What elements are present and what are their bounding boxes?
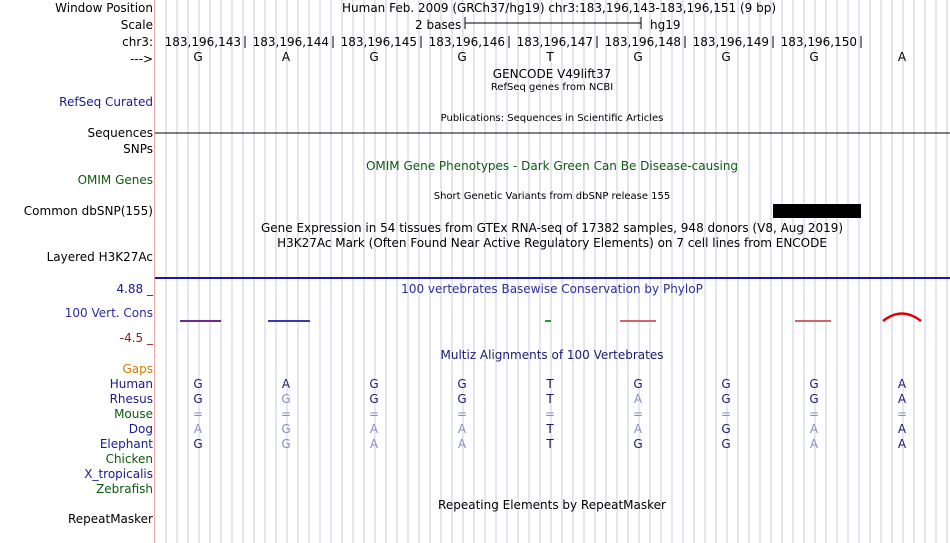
alignment-base: T [546,377,554,391]
alignment-base: A [633,422,643,436]
alignment-base: G [457,377,467,391]
species-label-human[interactable]: Human [109,377,153,391]
alignment-base: G [193,392,203,406]
alignment-base: A [457,437,467,451]
ruler-coordinate: 183,196,150 [780,35,857,49]
alignment-base: A [897,377,907,391]
alignment-base: = [192,407,204,421]
alignment-base: G [281,422,291,436]
reference-base: G [457,50,467,64]
alignment-base: A [809,422,819,436]
label-divider [154,0,155,543]
alignment-base: = [456,407,468,421]
refseq-track-title[interactable]: RefSeq genes from NCBI [490,82,614,93]
alignment-base: A [193,422,203,436]
reference-base: G [369,50,379,64]
window-position-label: Window Position [55,1,153,15]
alignment-base: A [369,422,379,436]
track-label-gaps[interactable]: Gaps [122,362,153,376]
alignment-base: A [369,437,379,451]
alignment-base: = [544,407,556,421]
alignment-base: G [369,392,379,406]
alignment-base: G [721,392,731,406]
alignment-base: A [897,422,907,436]
species-label-chicken[interactable]: Chicken [105,452,153,466]
ruler-coordinate: 183,196,144 [252,35,329,49]
alignment-base: = [632,407,644,421]
track-label-phylop[interactable]: 100 Vert. Cons [64,306,153,320]
species-label-elephant[interactable]: Elephant [99,437,153,451]
phylop-track-title[interactable]: 100 vertebrates Basewise Conservation by PhyloP [401,282,703,296]
alignment-base: = [280,407,292,421]
reference-base: T [546,50,554,64]
reference-base: G [193,50,203,64]
ruler-coordinate: 183,196,147 [516,35,593,49]
alignment-base: G [809,377,819,391]
species-label-dog[interactable]: Dog [128,422,153,436]
window-position-value: Human Feb. 2009 (GRCh37/hg19) chr3:183,196,143-183,196,151 (9 bp) [342,1,777,15]
reference-base: A [897,50,907,64]
scale-text: 2 bases [415,18,462,32]
alignment-base: A [281,377,291,391]
scale-assembly: hg19 [650,18,681,32]
alignment-base: T [546,392,554,406]
alignment-base: G [809,392,819,406]
ruler-coordinate: 183,196,146 [428,35,505,49]
track-label-dbsnp[interactable]: Common dbSNP(155) [23,204,153,218]
scale-label: Scale [120,18,153,32]
alignment-base: G [721,377,731,391]
alignment-base: A [633,392,643,406]
strand-label: ---> [129,52,153,66]
track-label-refseq[interactable]: RefSeq Curated [59,95,153,109]
omim-track-title[interactable]: OMIM Gene Phenotypes - Dark Green Can Be Disease-causing [365,159,739,173]
phylop-min-value: -4.5 _ [119,331,153,345]
reference-base: A [281,50,291,64]
alignment-base: A [897,392,907,406]
alignment-base: G [721,437,731,451]
track-label-h3k27ac[interactable]: Layered H3K27Ac [46,250,153,264]
alignment-base: T [546,422,554,436]
alignment-base: G [281,392,291,406]
track-label-sequences[interactable]: Sequences [87,126,153,140]
track-label-repeatmasker[interactable]: RepeatMasker [67,512,153,526]
species-label-rhesus[interactable]: Rhesus [109,392,153,406]
species-label-x_tropicalis[interactable]: X_tropicalis [84,467,153,481]
reference-base: G [809,50,819,64]
alignment-base: G [193,437,203,451]
ruler-coordinate: 183,196,149 [692,35,769,49]
ruler-coordinate: 183,196,143 [164,35,241,49]
publications-track-title[interactable]: Publications: Sequences in Scientific Articles [440,113,664,124]
repeatmasker-track-title[interactable]: Repeating Elements by RepeatMasker [438,498,666,512]
alignment-base: = [720,407,732,421]
alignment-base: = [368,407,380,421]
alignment-base: = [896,407,908,421]
alignment-base: G [633,437,643,451]
alignment-base: A [457,422,467,436]
alignment-base: G [369,377,379,391]
alignment-base: G [193,377,203,391]
alignment-base: G [633,377,643,391]
alignment-base: G [281,437,291,451]
alignment-base: G [721,422,731,436]
ruler-coordinate: 183,196,145 [340,35,417,49]
alignment-base: A [897,437,907,451]
species-label-mouse[interactable]: Mouse [114,407,153,421]
ruler-coordinate: 183,196,148 [604,35,681,49]
alignment-base: A [809,437,819,451]
alignment-base: G [457,392,467,406]
multiz-track-title[interactable]: Multiz Alignments of 100 Vertebrates [440,348,664,362]
track-label-omim[interactable]: OMIM Genes [77,173,153,187]
reference-base: G [721,50,731,64]
phylop-max-value: 4.88 _ [116,282,153,296]
species-label-zebrafish[interactable]: Zebrafish [96,482,153,496]
h3k27ac-track-title[interactable]: H3K27Ac Mark (Often Found Near Active Regulatory Elements) on 7 cell lines from ENCODE [277,236,827,250]
reference-base: G [633,50,643,64]
track-label-snps[interactable]: SNPs [123,142,153,156]
alignment-base: = [808,407,820,421]
dbsnp-track-title[interactable]: Short Genetic Variants from dbSNP release 155 [433,191,671,202]
gtex-track-title[interactable]: Gene Expression in 54 tissues from GTEx RNA-seq of 17382 samples, 948 donors (V8, Aug 2019) [260,221,844,235]
chrom-label: chr3: [122,35,153,49]
gencode-track-title[interactable]: GENCODE V49lift37 [492,67,612,81]
alignment-base: T [546,437,554,451]
